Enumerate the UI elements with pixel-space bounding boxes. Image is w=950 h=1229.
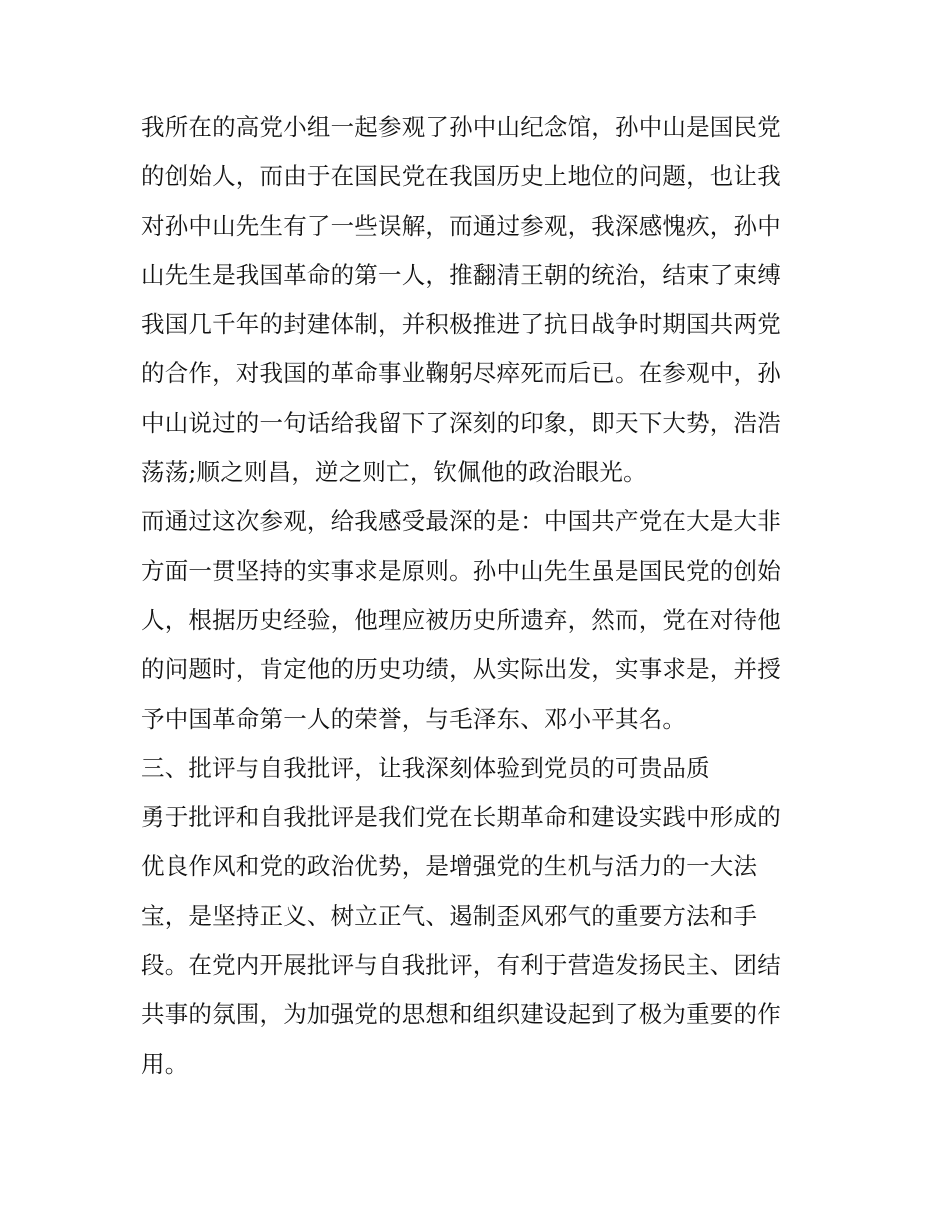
text-line: 方面一贯坚持的实事求是原则。孙中山先生虽是国民党的创始 [141, 556, 781, 585]
text-line: 优良作风和党的政治优势，是增强党的生机与活力的一大法 [141, 852, 758, 881]
text-line: 段。在党内开展批评与自我批评，有利于营造发扬民主、团结 [141, 951, 781, 980]
text-line: 共事的氛围，为加强党的思想和组织建设起到了极为重要的作 [141, 1000, 781, 1029]
text-line: 宝，是坚持正义、树立正气、遏制歪风邪气的重要方法和手 [141, 901, 758, 930]
text-line: 我所在的高党小组一起参观了孙中山纪念馆，孙中山是国民党 [141, 113, 781, 141]
text-line: 对孙中山先生有了一些误解，而通过参观，我深感愧疚，孙中 [141, 211, 781, 240]
text-line: 的问题时，肯定他的历史功绩，从实际出发，实事求是，并授 [141, 655, 781, 684]
text-line: 荡荡;顺之则昌，逆之则亡，钦佩他的政治眼光。 [141, 458, 647, 487]
text-line: 人，根据历史经验，他理应被历史所遗弃，然而，党在对待他 [141, 605, 781, 634]
text-line: 予中国革命第一人的荣誉，与毛泽东、邓小平其名。 [141, 704, 687, 733]
text-line: 我国几千年的封建体制，并积极推进了抗日战争时期国共两党 [141, 310, 781, 339]
text-line: 山先生是我国革命的第一人，推翻清王朝的统治，结束了束缚 [141, 260, 781, 289]
text-line: 而通过这次参观，给我感受最深的是：中国共产党在大是大非 [141, 507, 781, 536]
text-line: 的创始人，而由于在国民党在我国历史上地位的问题，也让我 [141, 162, 781, 191]
section-heading: 三、批评与自我批评，让我深刻体验到党员的可贵品质 [141, 753, 710, 782]
text-line: 的合作，对我国的革命事业鞠躬尽瘁死而后已。在参观中，孙 [141, 359, 781, 388]
text-line: 勇于批评和自我批评是我们党在长期革命和建设实践中形成的 [141, 803, 781, 832]
text-line: 用。 [141, 1049, 189, 1078]
document-body [141, 103, 821, 1089]
text-line: 中山说过的一句话给我留下了深刻的印象，即天下大势，浩浩 [141, 408, 781, 437]
